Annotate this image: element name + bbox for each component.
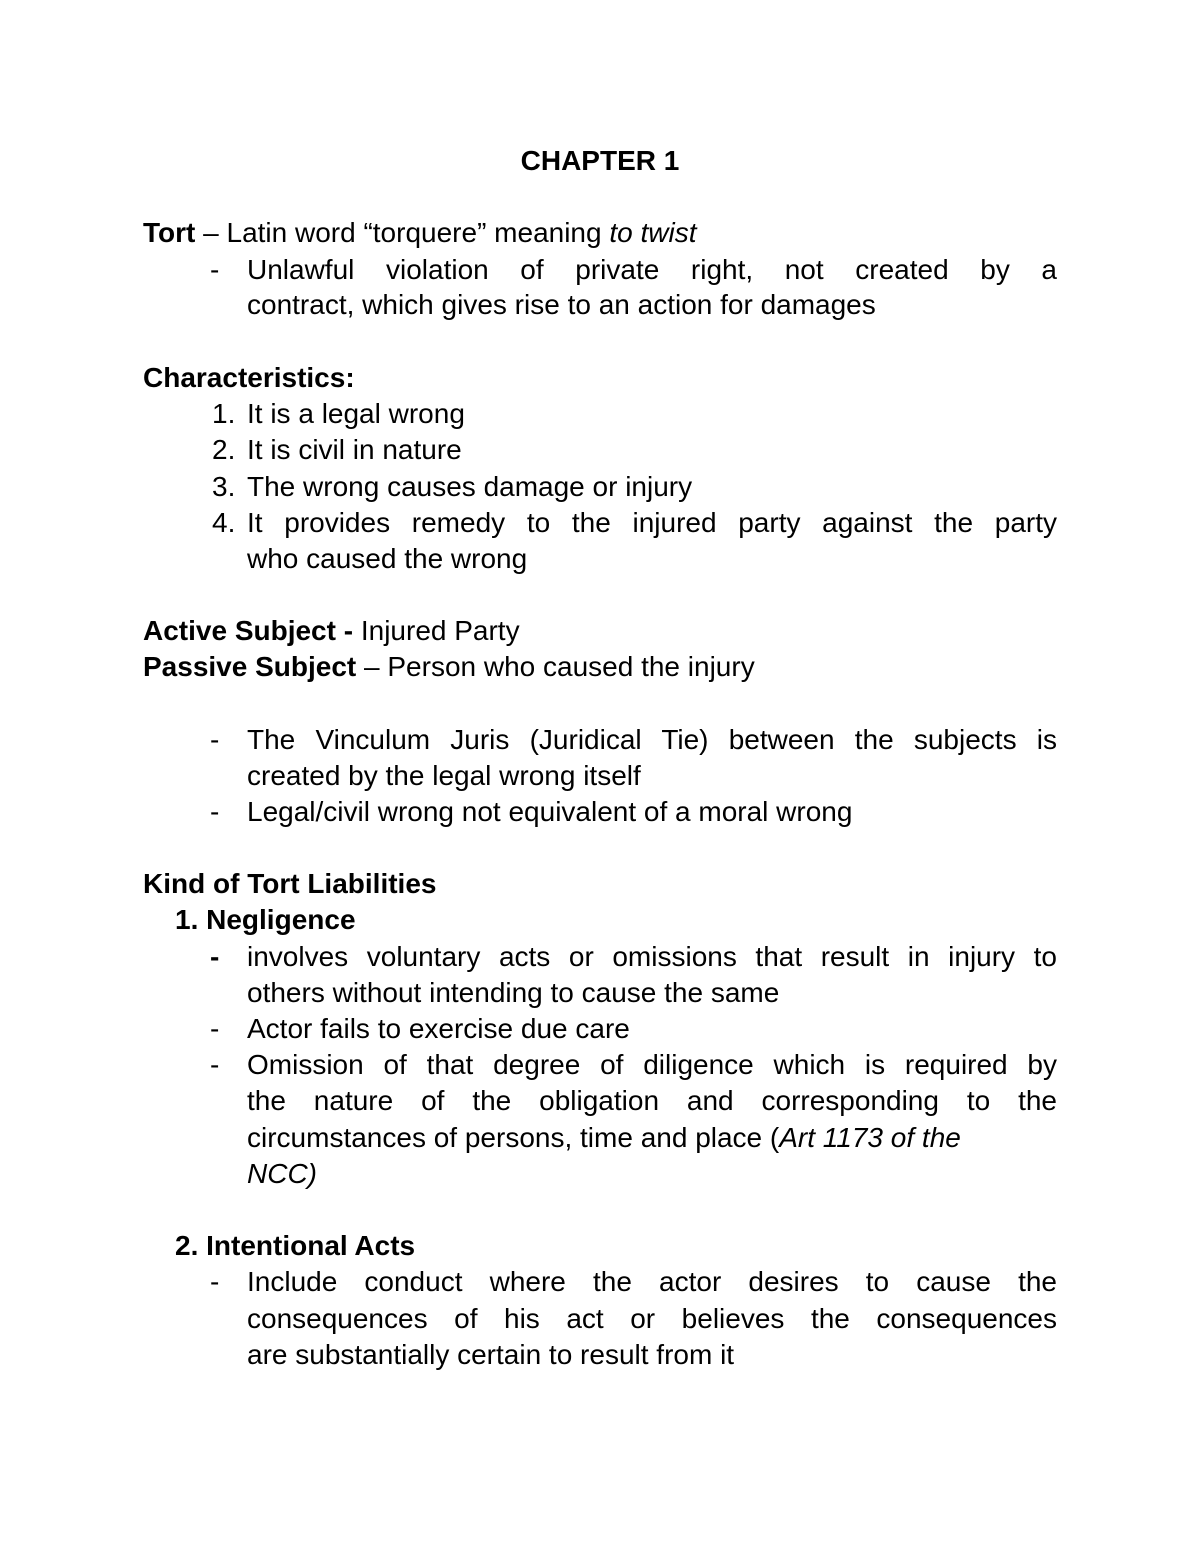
bullet-dash: - (210, 724, 220, 755)
intentional-point-line2: consequences of his act or believes the consequences (247, 1303, 1057, 1334)
tort-definition-text: – Latin word “torquere” meaning (195, 217, 610, 248)
negligence-point-line3-text: circumstances of persons, time and place ( (247, 1122, 780, 1153)
bullet-dash: - (210, 254, 220, 285)
tort-meaning-line1: Unlawful violation of private right, not created by a (247, 254, 1057, 285)
active-subject-value: Injured Party (360, 615, 520, 646)
characteristic-item: The wrong causes damage or injury (247, 471, 693, 502)
list-number: 2. (212, 434, 236, 465)
negligence-point-line3 (247, 1120, 961, 1156)
passive-subject-label: Passive Subject (143, 651, 357, 682)
negligence-point-line2: others without intending to cause the same (247, 977, 780, 1008)
bullet-dash: - (210, 796, 220, 827)
characteristic-item: It is civil in nature (247, 434, 462, 465)
active-subject-label: Active Subject - (143, 615, 361, 646)
intentional-point-line3: are substantially certain to result from it (247, 1339, 735, 1370)
tort-definition (143, 215, 697, 251)
characteristic-item-continued: who caused the wrong (247, 543, 528, 574)
list-number: 1. (212, 398, 236, 429)
negligence-point-line1: involves voluntary acts or omissions that result in injury to (247, 941, 1057, 972)
intentional-acts-title: 2. Intentional Acts (175, 1230, 416, 1261)
bullet-dash: - (210, 1266, 220, 1297)
negligence-point-line1: Omission of that degree of diligence which is required by (247, 1049, 1057, 1080)
passive-subject (143, 649, 755, 685)
subjects-note-line2: created by the legal wrong itself (247, 760, 641, 791)
article-reference-continued: NCC) (247, 1158, 317, 1189)
article-reference: Art 1173 of the (779, 1122, 961, 1153)
list-number: 3. (212, 471, 236, 502)
liabilities-heading: Kind of Tort Liabilities (143, 868, 437, 899)
subjects-note-line1: The Vinculum Juris (Juridical Tie) between the subjects is (247, 724, 1057, 755)
passive-subject-value: – Person who caused the injury (356, 651, 755, 682)
tort-meaning-line2: contract, which gives rise to an action for damages (247, 289, 876, 320)
subjects-note: Legal/civil wrong not equivalent of a moral wrong (247, 796, 853, 827)
negligence-title: 1. Negligence (175, 904, 356, 935)
tort-term: Tort (143, 217, 196, 248)
list-number: 4. (212, 507, 236, 538)
characteristic-item: It is a legal wrong (247, 398, 465, 429)
bullet-dash: - (210, 1013, 220, 1044)
negligence-point-line2: the nature of the obligation and corresponding to the (247, 1085, 1057, 1116)
tort-definition-italic: to twist (609, 217, 697, 248)
chapter-title: CHAPTER 1 (520, 145, 680, 176)
bullet-dash: - (210, 1049, 220, 1080)
negligence-point: Actor fails to exercise due care (247, 1013, 630, 1044)
intentional-point-line1: Include conduct where the actor desires to cause the (247, 1266, 1057, 1297)
characteristic-item: It provides remedy to the injured party against the party (247, 507, 1057, 538)
characteristics-heading: Characteristics: (143, 362, 355, 393)
active-subject (143, 613, 520, 649)
bullet-dash: - (210, 941, 220, 972)
